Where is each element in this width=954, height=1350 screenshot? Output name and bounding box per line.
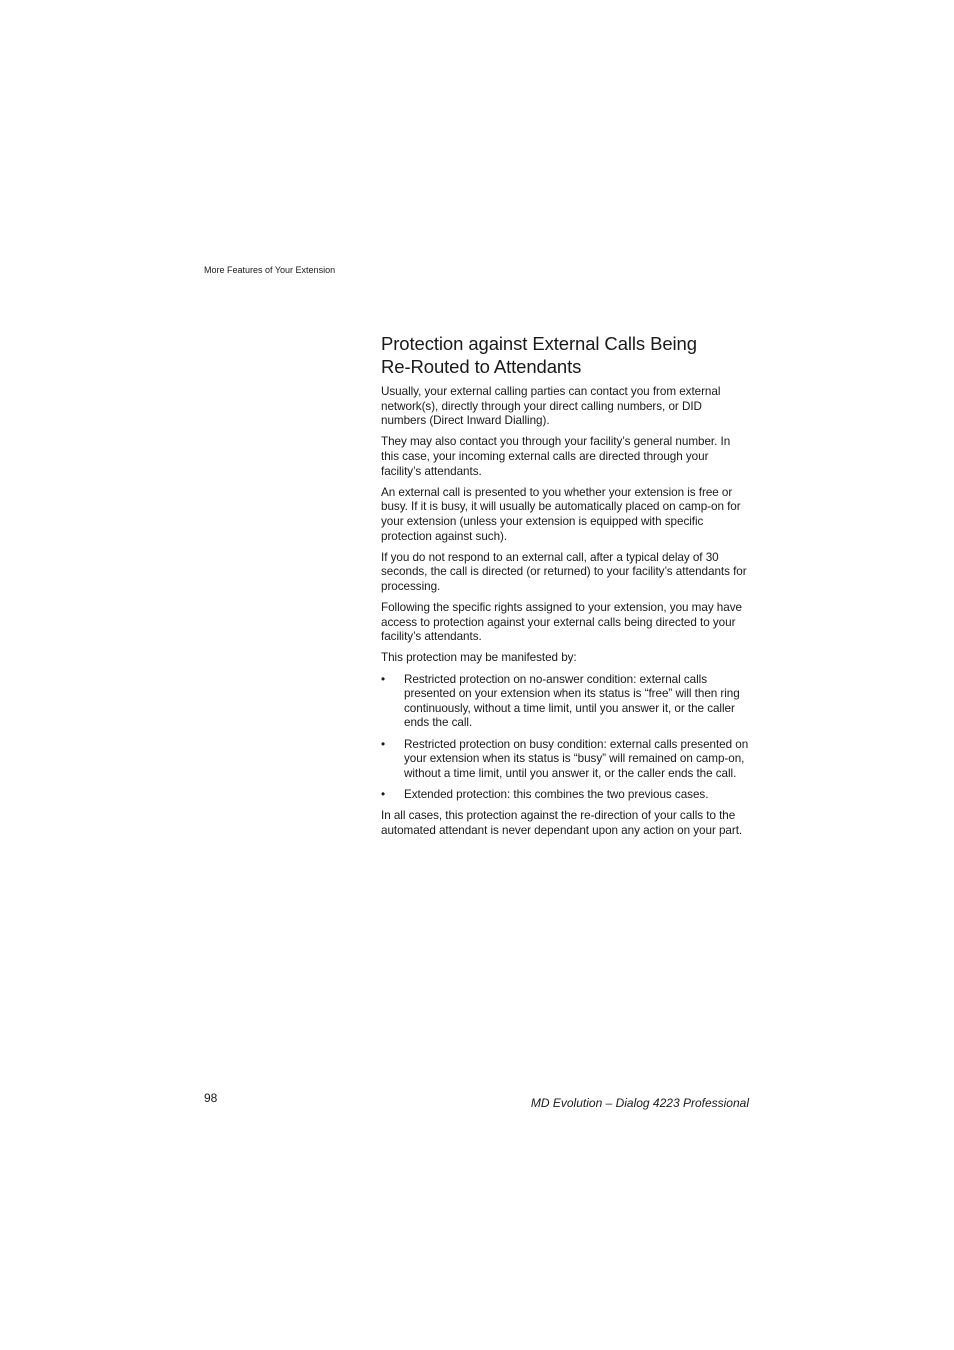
bullet-icon: • — [381, 672, 386, 686]
list-item — [381, 738, 749, 782]
bullet-icon: • — [381, 788, 386, 801]
paragraph-manifested-by: This protection may be manifested by: — [381, 651, 577, 665]
paragraph-intro: Usually, your external calling parties can contact you from external network(s), directly through your direct calling numbers, or DID numbers (Direct Inward Dialling). — [381, 385, 721, 428]
running-header: More Features of Your Extension — [204, 265, 336, 275]
list-item-text: Extended protection: this combines the two previous cases. — [404, 788, 709, 801]
document-title: MD Evolution – Dialog 4223 Professional — [530, 1096, 749, 1110]
section-title — [381, 332, 749, 378]
list-item — [381, 673, 749, 731]
page-number: 98 — [204, 1091, 218, 1105]
paragraph-camp-on: An external call is presented to you whether your extension is free or busy. If it is busy, it will usually be automatically placed on camp-on for your extension (unless your extension is equipped with specific protection against such). — [381, 485, 741, 543]
paragraph-no-response: If you do not respond to an external call, after a typical delay of 30 seconds, the call is directed (or returned) to your facility’s attendants for processing. — [381, 550, 747, 593]
list-item-text: Restricted protection on busy condition: external calls presented on your extension when its status is “busy” will remained on camp-on, without a time limit, until you answer it, or the caller ends the call. — [404, 737, 749, 780]
paragraph-general-number: They may also contact you through your facility’s general number. In this case, your incoming external calls are directed through your facility’s attendants. — [381, 435, 731, 478]
protection-list — [381, 673, 749, 803]
list-item — [381, 788, 749, 803]
bullet-icon: • — [381, 737, 386, 751]
paragraph-closing: In all cases, this protection against the re-direction of your calls to the automated attendant is never dependant upon any action on your part. — [381, 809, 743, 837]
list-item-text: Restricted protection on no-answer condition: external calls presented on your extension when its status is “free” will then ring continuously, without a time limit, until you answer it, or the caller ends the call. — [404, 672, 740, 730]
section-title-line-2: Re-Routed to Attendants — [381, 356, 582, 377]
section-title-line-1: Protection against External Calls Being — [381, 333, 697, 354]
paragraph-rights: Following the specific rights assigned to your extension, you may have access to protection against your external calls being directed to your facility’s attendants. — [381, 601, 742, 644]
main-content — [381, 332, 749, 845]
